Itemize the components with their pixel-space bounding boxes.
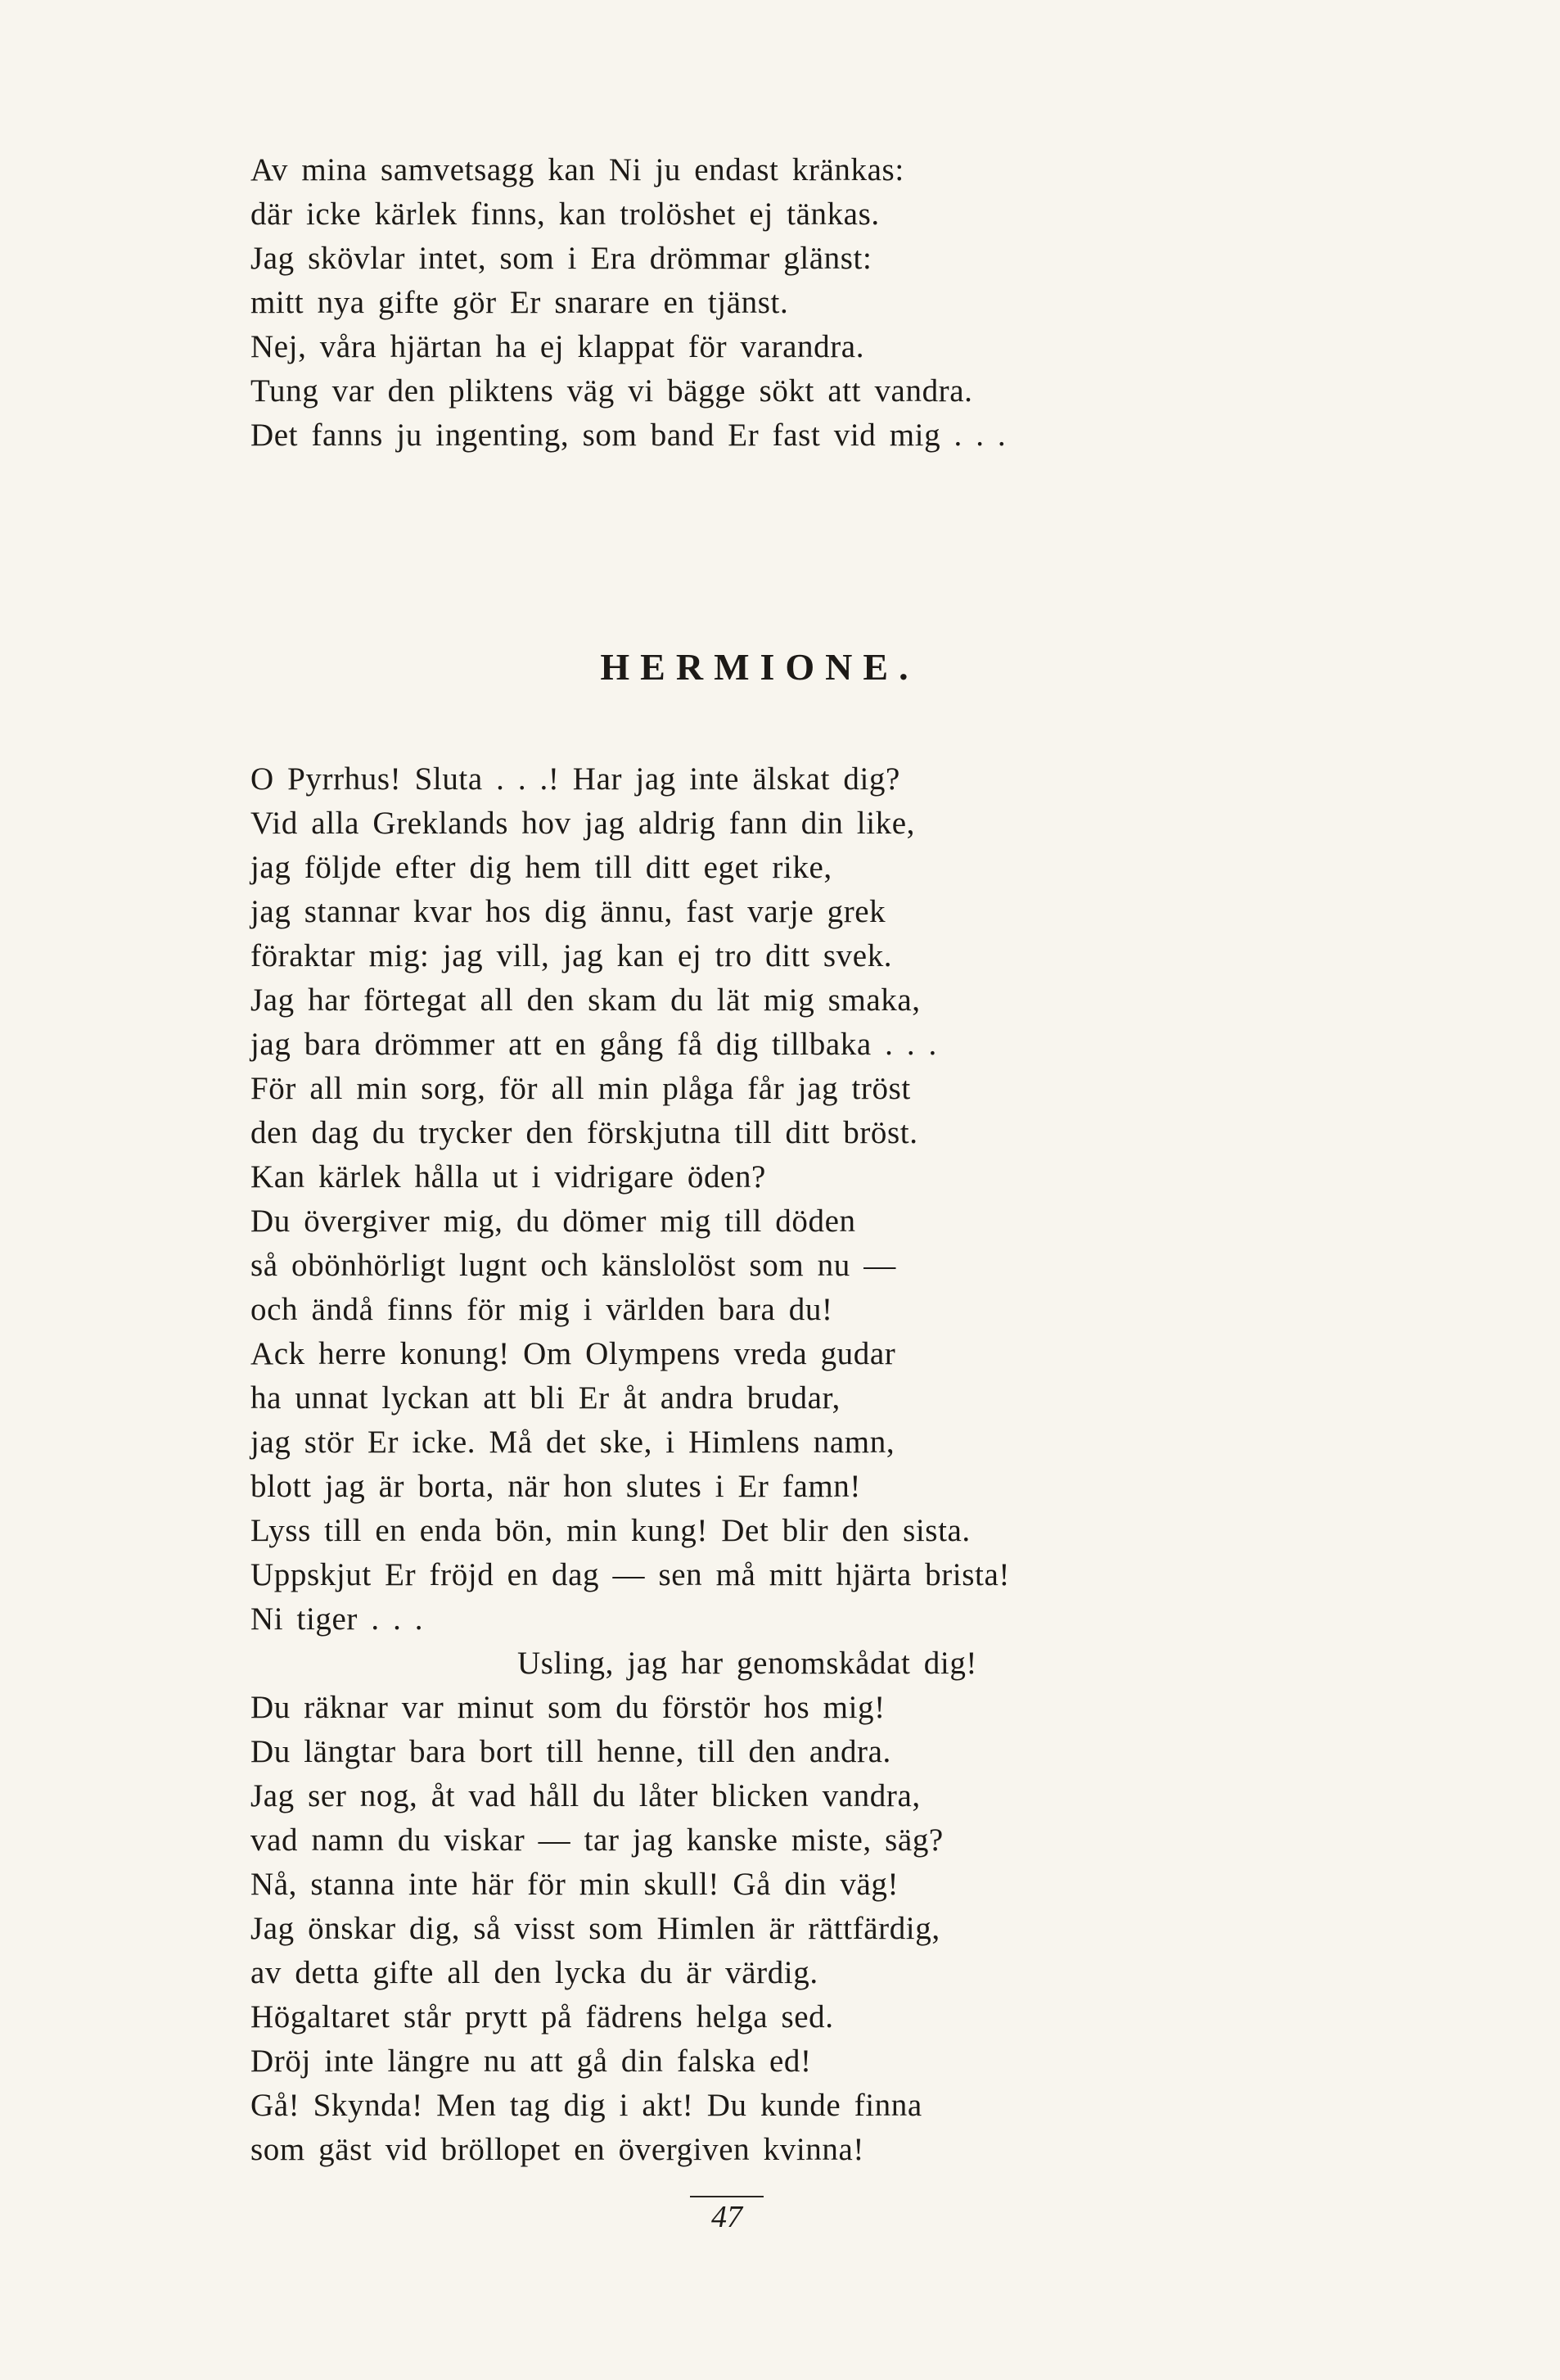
verse-line: där icke kärlek finns, kan trolöshet ej tänkas. [250, 196, 880, 232]
speaker-heading: HERMIONE. [600, 646, 919, 688]
verse-line: Jag skövlar intet, som i Era drömmar glänst: [250, 241, 872, 276]
verse-line: som gäst vid bröllopet en övergiven kvinna! [250, 2132, 864, 2167]
verse-line: Ni tiger . . . [250, 1601, 424, 1637]
verse-line: Du räknar var minut som du förstör hos mig! [250, 1690, 886, 1725]
verse-line: Vid alla Greklands hov jag aldrig fann din like, [250, 806, 916, 841]
verse-line: Nej, våra hjärtan ha ej klappat för varandra. [250, 329, 865, 364]
verse-line: Uppskjut Er fröjd en dag — sen må mitt hjärta brista! [250, 1557, 1010, 1592]
verse-line: Av mina samvetsagg kan Ni ju endast kränkas: [250, 152, 904, 187]
verse-line: av detta gifte all den lycka du är värdig. [250, 1955, 818, 1990]
verse-line: den dag du trycker den förskjutna till ditt bröst. [250, 1115, 918, 1150]
verse-stanza-hermione [250, 757, 1010, 2172]
verse-line: Du övergiver mig, du dömer mig till döden [250, 1204, 856, 1239]
verse-line: föraktar mig: jag vill, jag kan ej tro ditt svek. [250, 938, 893, 973]
verse-line: ha unnat lyckan att bli Er åt andra brudar, [250, 1380, 841, 1416]
verse-line: jag stannar kvar hos dig ännu, fast varje grek [250, 894, 886, 929]
verse-line: O Pyrrhus! Sluta . . .! Har jag inte älskat dig? [250, 761, 900, 797]
verse-line: Det fanns ju ingenting, som band Er fast vid mig . . . [250, 418, 1007, 453]
page-number: 47 [711, 2200, 742, 2234]
verse-line: Dröj inte längre nu att gå din falska ed! [250, 2044, 812, 2079]
verse-line: För all min sorg, för all min plåga får jag tröst [250, 1071, 911, 1106]
verse-line-indented: Usling, jag har genomskådat dig! [517, 1646, 978, 1681]
verse-line: Tung var den pliktens väg vi bägge sökt att vandra. [250, 373, 973, 409]
verse-line: så obönhörligt lugnt och känslolöst som nu — [250, 1248, 896, 1283]
verse-stanza-pyrrhus [250, 148, 1006, 458]
verse-line: Ack herre konung! Om Olympens vreda gudar [250, 1336, 896, 1371]
verse-line: mitt nya gifte gör Er snarare en tjänst. [250, 285, 789, 320]
verse-line: Du längtar bara bort till henne, till den andra. [250, 1734, 891, 1769]
verse-line: Jag ser nog, åt vad håll du låter blicken vandra, [250, 1778, 921, 1813]
verse-line: Högaltaret står prytt på fädrens helga sed. [250, 1999, 834, 2035]
verse-line: jag följde efter dig hem till ditt eget rike, [250, 850, 832, 885]
verse-line: blott jag är borta, när hon slutes i Er famn! [250, 1469, 861, 1504]
verse-line: Jag har förtegat all den skam du lät mig smaka, [250, 982, 921, 1018]
verse-line: jag stör Er icke. Må det ske, i Himlens namn, [250, 1425, 895, 1460]
verse-line: Lyss till en enda bön, min kung! Det blir den sista. [250, 1513, 971, 1548]
verse-line: Gå! Skynda! Men tag dig i akt! Du kunde finna [250, 2088, 922, 2123]
verse-line: vad namn du viskar — tar jag kanske miste, säg? [250, 1822, 944, 1858]
verse-line: jag bara drömmer att en gång få dig tillbaka . . . [250, 1027, 937, 1062]
verse-line: Jag önskar dig, så visst som Himlen är rättfärdig, [250, 1911, 940, 1946]
verse-line: Kan kärlek hålla ut i vidrigare öden? [250, 1159, 766, 1195]
verse-line: och ändå finns för mig i världen bara du! [250, 1292, 833, 1327]
verse-line: Nå, stanna inte här för min skull! Gå din väg! [250, 1867, 899, 1902]
